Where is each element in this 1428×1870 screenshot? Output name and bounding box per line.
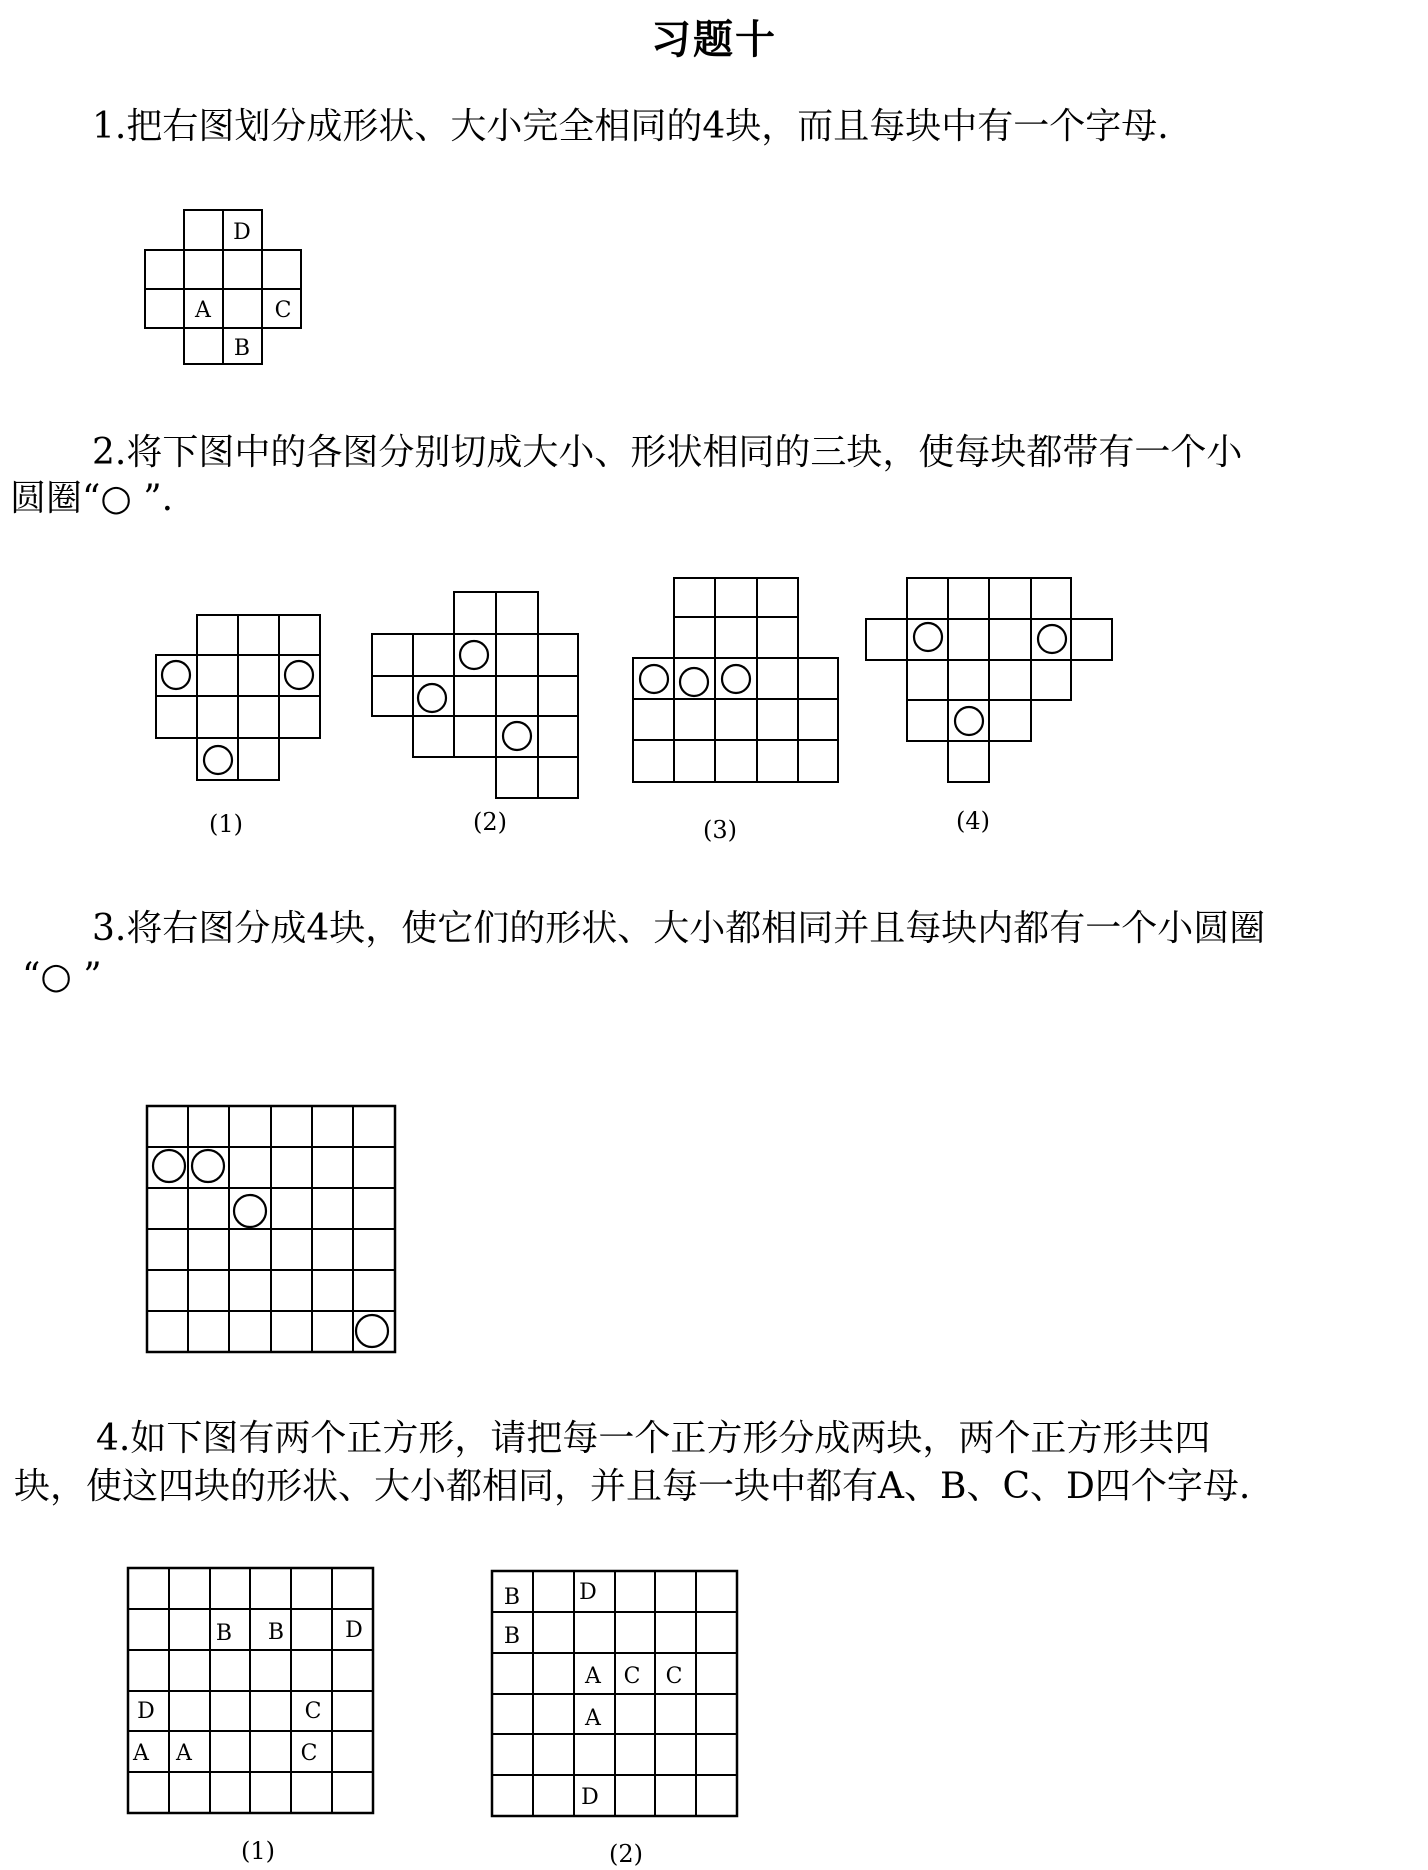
q4-letter: A [176,1741,192,1766]
circle-marker [680,668,708,696]
question-2-text-line2: 圆圈“○ ”. [10,478,174,519]
circle-marker [640,665,668,693]
q1-letter: D [233,220,251,245]
q2-caption: (2) [473,808,507,836]
q4-letter: C [300,1741,318,1766]
q2-caption: (4) [956,807,990,835]
q4-letter: A [585,1706,601,1731]
q1-letter: B [233,336,251,361]
q4-letter: B [503,1585,521,1610]
q4-letter: D [137,1699,155,1724]
q4-figure-1 [128,1568,373,1865]
q4-letter: B [503,1624,521,1649]
q4-letter: D [345,1618,363,1643]
circle-marker [722,665,750,693]
question-2-text-line1: 2.将下图中的各图分别切成大小、形状相同的三块，使每块都带有一个小 [92,432,1243,473]
q2-figure-3 [633,578,838,844]
q1-grid-figure [145,210,301,364]
circle-marker [204,746,232,774]
question-3-text-line1: 3.将右图分成4块，使它们的形状、大小都相同并且每块内都有一个小圆圈 [92,908,1266,949]
circle-marker [955,707,983,735]
circle-marker [162,661,190,689]
circle-marker [356,1315,388,1347]
circle-marker [234,1195,266,1227]
q4-letter: C [304,1699,322,1724]
circle-marker [285,661,313,689]
q4-letter: D [579,1580,597,1605]
q4-caption: (2) [609,1840,643,1868]
q2-caption: (3) [703,816,737,844]
circle-marker [192,1150,224,1182]
circle-marker [503,722,531,750]
q2-figure-1 [156,615,320,838]
q2-caption: (1) [209,810,243,838]
question-1-text: 1.把右图划分成形状、大小完全相同的4块，而且每块中有一个字母. [92,106,1169,147]
circle-marker [418,684,446,712]
q4-letter: B [215,1621,233,1646]
question-4-text-line2: 块，使这四块的形状、大小都相同，并且每一块中都有A、B、C、D四个字母. [14,1466,1251,1507]
page-title: 习题十 [651,16,777,63]
q2-figure-2 [372,592,578,836]
circle-marker [914,623,942,651]
q4-letter: A [133,1741,149,1766]
question-3-text-line2: “○ ” [22,956,102,997]
q4-letter: B [267,1620,285,1645]
q1-letter: C [274,298,292,323]
question-4-text-line1: 4.如下图有两个正方形，请把每一个正方形分成两块，两个正方形共四 [96,1418,1211,1459]
q4-caption: (1) [241,1837,275,1865]
q1-letter: A [195,298,211,323]
q4-letter: A [585,1664,601,1689]
circle-marker [460,641,488,669]
q4-letter: C [665,1664,683,1689]
circle-marker [153,1150,185,1182]
circle-marker [1038,625,1066,653]
q3-grid-figure [147,1106,395,1352]
q4-letter: D [581,1785,599,1810]
q2-figure-4 [866,578,1112,835]
q4-letter: C [623,1664,641,1689]
q4-figure-2 [492,1571,737,1868]
